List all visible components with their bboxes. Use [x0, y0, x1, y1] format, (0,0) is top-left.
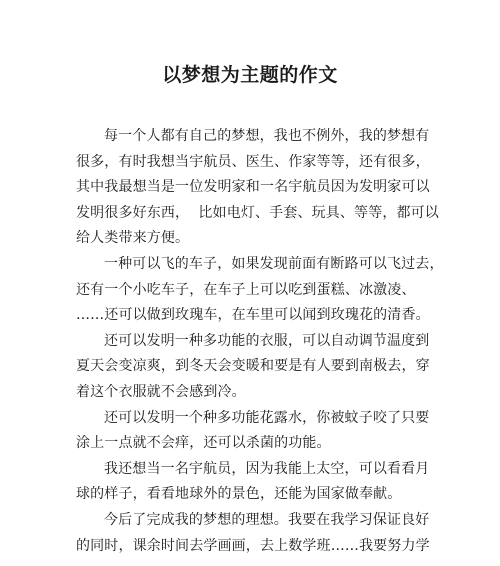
paragraph-line: 着这个衣服就不会感到冷。	[76, 383, 246, 400]
paragraph-line: 还有一个小吃车子，在车子上可以吃到蛋糕、冰激凌、	[76, 281, 416, 298]
paragraph-line: 一种可以飞的车子，如果发现前面有断路可以飞过去，	[104, 255, 444, 272]
paragraph-line: 其中我最想当是一位发明家和一名宇航员因为发明家可以	[76, 179, 430, 196]
document-title: 以梦想为主题的作文	[162, 64, 338, 86]
paragraph-line: 还可以发明一种多功能的衣服，可以自动调节温度到	[104, 332, 430, 349]
paragraph-line: 很多，有时我想当宇航员、医生、作家等等，还有很多，	[76, 153, 430, 170]
paragraph-line: ……还可以做到玫瑰车，在车里可以闻到玫瑰花的清香。	[76, 307, 430, 324]
paragraph-line: 还可以发明一个种多功能花露水，你被蚊子咬了只要	[104, 409, 430, 426]
paragraph-line: 球的样子，看看地球外的景色，还能为国家做奉献。	[76, 486, 402, 503]
paragraph-line: 每一个人都有自己的梦想，我也不例外，我的梦想有	[104, 128, 430, 144]
paragraph-line: 今后了完成我的梦想的理想。我要在我学习保证良好	[104, 511, 430, 528]
paragraph-line: 发明很多好东西， 比如电灯、手套、玩具、等等，都可以	[76, 204, 439, 221]
paragraph-line: 夏天会变凉爽，到冬天会变暖和要是有人要到南极去，穿	[76, 358, 430, 375]
paragraph-line: 我还想当一名宇航员，因为我能上太空，可以看看月	[104, 460, 430, 477]
document-body	[76, 124, 444, 559]
paragraph-line: 涂上一点就不会痒，还可以杀菌的功能。	[76, 435, 331, 452]
paragraph-line: 的同时，课余时间去学画画，去上数学班……我要努力学	[76, 537, 430, 554]
paragraph-line: 给人类带来方便。	[76, 230, 190, 247]
